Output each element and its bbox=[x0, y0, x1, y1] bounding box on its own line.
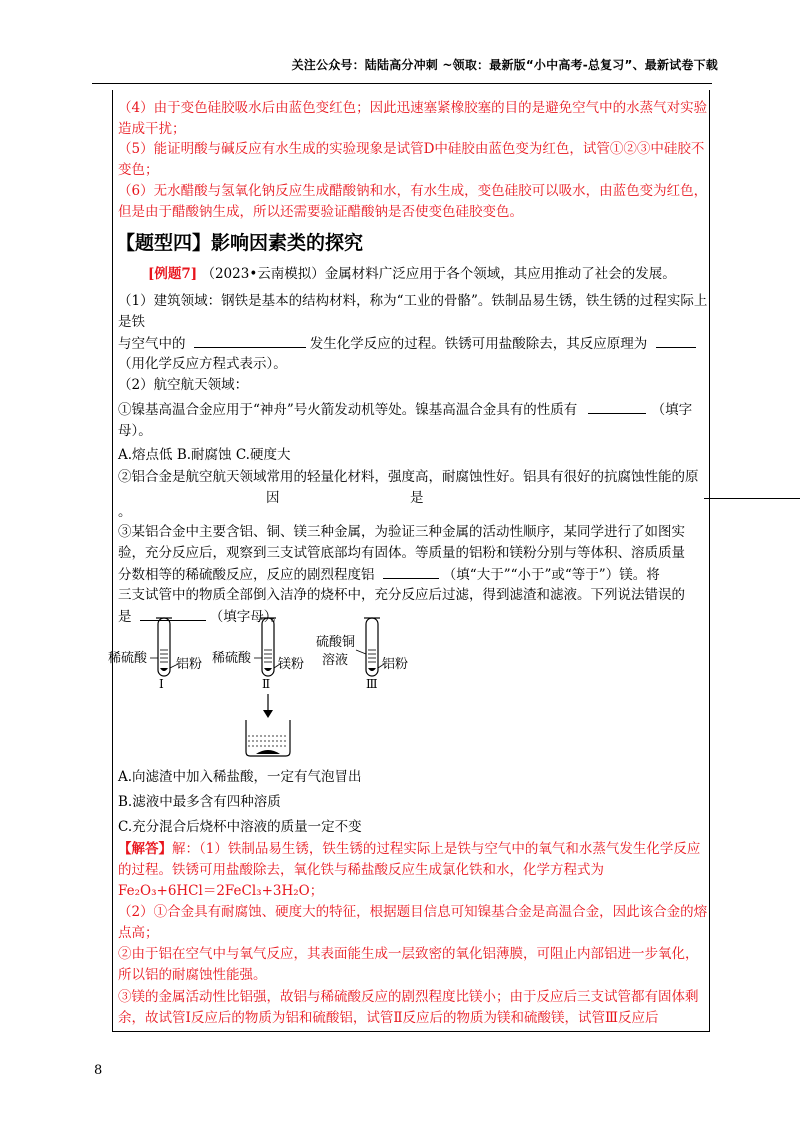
answer-item-6: （6）无水醋酸与氢氧化钠反应生成醋酸钠和水，有水生成，变色硅胶可以吸水，由蓝色变为红色，但是由于醋酸钠生成，所以还需要验证醋酸钠是否使变色硅胶变色。 bbox=[118, 183, 708, 220]
tube-3-liquid-label-2: 溶液 bbox=[322, 653, 349, 668]
answer-blank[interactable] bbox=[194, 333, 306, 348]
header-divider bbox=[92, 83, 712, 84]
page-number: 8 bbox=[94, 1063, 103, 1078]
q2c-l5-post: （填字母）。 bbox=[209, 609, 285, 625]
example-intro bbox=[118, 264, 708, 285]
question-2c-line-4: 三支试管中的物质全部倒入洁净的烧杯中，充分反应后过滤，得到滤渣和滤液。下列说法错误的 bbox=[118, 587, 685, 603]
tube-2-number: Ⅱ bbox=[262, 677, 271, 691]
q2c-l3-post: （填“大于”“小于”或“等于”）镁。将 bbox=[442, 567, 660, 583]
q2b-yin: 因 bbox=[266, 490, 280, 506]
option-b[interactable]: B.滤液中最多含有四种溶质 bbox=[118, 794, 281, 810]
question-2b: ②铝合金是航空航天领域常用的轻量化材料，强度高，耐腐蚀性好。铝具有很好的抗腐蚀性能的原 bbox=[118, 469, 699, 485]
question-1: （1）建筑领域：钢铁是基本的结构材料，称为“工业的骨骼”。铁制品易生锈，铁生锈的过程实际上是铁 bbox=[118, 293, 708, 330]
q2a-text: ①镍基高温合金应用于“神舟”号火箭发动机等处。镍基高温合金具有的性质有 bbox=[118, 402, 578, 418]
question-2a-options: A.熔点低 B.耐腐蚀 C.硬度大 bbox=[118, 447, 291, 463]
answer-item-4: （4）由于变色硅胶吸水后由蓝色变红色；因此迅速塞紧橡胶塞的目的是避免空气中的水蒸气对实验造成干扰； bbox=[118, 100, 708, 137]
question-2c-line-2: 验，充分反应后，观察到三支试管底部均有固体。等质量的铝粉和镁粉分别与等体积、溶质质量 bbox=[118, 545, 685, 561]
answer-blank[interactable] bbox=[656, 333, 696, 348]
test-tube-1 bbox=[150, 618, 178, 676]
question-2c-line-1: ③某铝合金中主要含铝、铜、镁三种金属，为验证三种金属的活动性顺序，某同学进行了如图实 bbox=[118, 524, 685, 540]
q2b-shi: 是 bbox=[410, 490, 424, 506]
q2a-post: （填字母）。 bbox=[118, 402, 693, 439]
question-1-line-3: （用化学反应方程式表示）。 bbox=[118, 356, 287, 372]
question-2b-end: 。 bbox=[118, 504, 132, 520]
tube-3-solid-label: 铝粉 bbox=[382, 657, 409, 672]
test-tube-2 bbox=[254, 618, 280, 676]
tube-3-liquid-label-1: 硫酸铜 bbox=[316, 635, 356, 650]
q1-mid: 发生化学反应的过程。铁锈可用盐酸除去，其反应原理为 bbox=[309, 336, 648, 352]
option-a[interactable]: A.向滤渣中加入稀盐酸，一定有气泡冒出 bbox=[118, 769, 362, 785]
option-c[interactable]: C.充分混合后烧杯中溶液的质量一定不变 bbox=[118, 819, 362, 835]
answer-item-5: （5）能证明酸与碱反应有水生成的实验现象是试管D中硅胶由蓝色变为红色，试管①②③中硅胶不变色； bbox=[118, 141, 705, 178]
tube-2-liquid-label: 稀硫酸 bbox=[212, 651, 252, 666]
beaker bbox=[246, 720, 290, 756]
tube-3-number: Ⅲ bbox=[366, 677, 378, 691]
arrow-head bbox=[263, 710, 273, 718]
q1-prefix: 与空气中的 bbox=[118, 336, 186, 352]
section-title: 【题型四】影响因素类的探究 bbox=[116, 232, 364, 254]
example-intro-text: （2023•云南模拟）金属材料广泛应用于各个领域，其应用推动了社会的发展。 bbox=[201, 266, 676, 282]
tube-1-number: Ⅰ bbox=[159, 677, 164, 691]
page-header: 关注公众号：陆陆高分冲刺 ~领取：最新版“小中高考-总复习”、最新试卷下载 bbox=[291, 58, 718, 72]
tube-1-liquid-label: 稀硫酸 bbox=[108, 651, 148, 666]
tube-1-solid-label: 铝粉 bbox=[176, 657, 203, 672]
question-2: （2）航空航天领域： bbox=[118, 377, 249, 393]
question-2a bbox=[118, 399, 708, 442]
q2c-l5-pre: 是 bbox=[118, 609, 132, 625]
test-tube-3 bbox=[356, 618, 384, 676]
question-1-line-2 bbox=[118, 333, 708, 355]
answer-blank[interactable] bbox=[588, 399, 646, 414]
tube-2-solid-label: 镁粉 bbox=[278, 657, 305, 672]
solution-part-3: ②由于铝在空气中与氧气反应，其表面能生成一层致密的氧化铝薄膜，可阻止内部铝进一步氧化，所以铝的耐腐蚀性能强。 bbox=[118, 946, 699, 983]
solution-part-4: ③镁的金属活动性比铝强，故铝与稀硫酸反应的剧烈程度比镁小；由于反应后三支试管都有固体剩余，故试管Ⅰ反应后的物质为铝和硫酸铝，试管Ⅱ反应后的物质为镁和硫酸镁，试管Ⅲ反应后 bbox=[118, 989, 699, 1026]
experiment-figure bbox=[100, 610, 430, 760]
solution-part-2: （2）①合金具有耐腐蚀、硬度大的特征，根据题目信息可知镍基合金是高温合金，因此该合金的熔点高； bbox=[118, 904, 708, 941]
example-tag: [例题7] bbox=[148, 266, 198, 282]
solution-tag: 【解答】 bbox=[118, 841, 172, 857]
question-2c-line-3 bbox=[118, 564, 708, 586]
answer-blank-long[interactable] bbox=[704, 498, 800, 499]
answer-blank[interactable] bbox=[383, 564, 439, 579]
q2c-l3-pre: 分数相等的稀硫酸反应，反应的剧烈程度铝 bbox=[118, 567, 375, 583]
solution-part-1 bbox=[118, 839, 708, 902]
solution-equation: Fe₂O₃+6HCl＝2FeCl₃+3H₂O； bbox=[118, 883, 324, 899]
solution-text-1: 解：（1）铁制品易生锈，铁生锈的过程实际上是铁与空气中的氧气和水蒸气发生化学反应的过程。铁锈可用盐酸除去，氧化铁与稀盐酸反应生成氯化铁和水，化学方程式为 bbox=[118, 841, 701, 878]
